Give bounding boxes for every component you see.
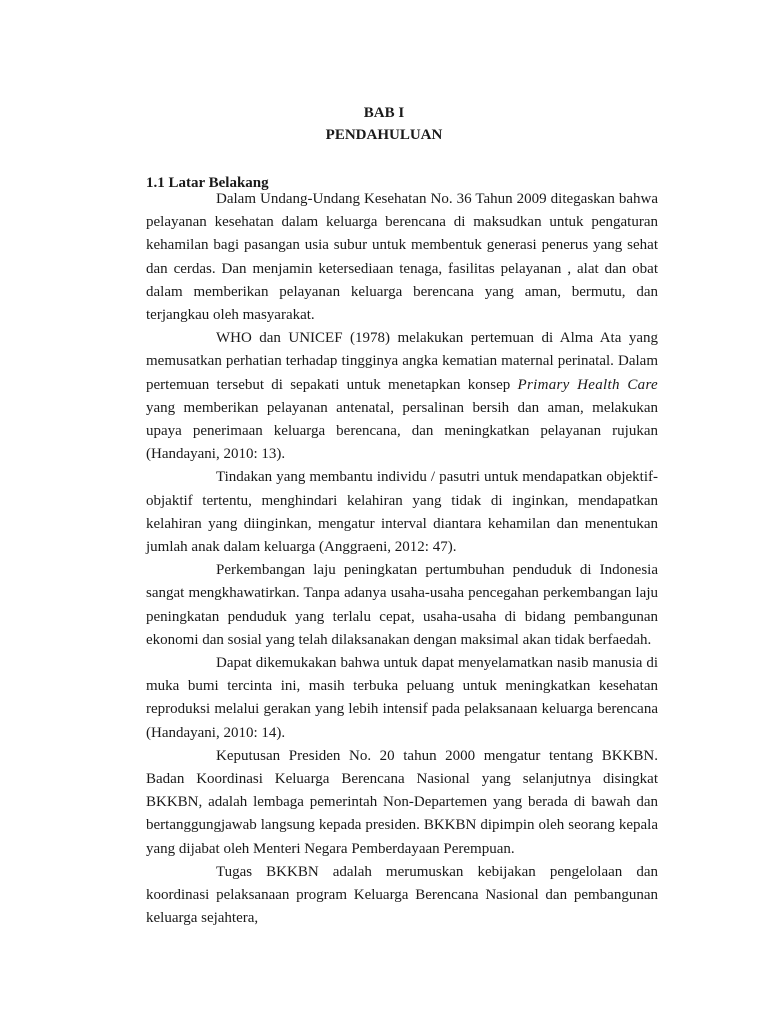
chapter-title: PENDAHULUAN xyxy=(325,127,443,143)
paragraph-keputusan-presiden: Keputusan Presiden No. 20 tahun 2000 mengatur tentang BKKBN. Badan Koordinasi Keluarga Berencana Nasional yang selanjutnya disingkat BKKBN, adalah lembaga pemerintah Non-Departemen yang berada di bawah dan bertanggungjawab langsung kepada presiden. BKKBN dipimpin oleh seorang kepala yang dijabat oleh Menteri Negara Pemberdayaan Perempuan. xyxy=(146,747,658,857)
body-text xyxy=(146,188,658,931)
paragraph-tindakan: Tindakan yang membantu individu / pasutri untuk mendapatkan objektif-objaktif tertentu, menghindari kelahiran yang tidak di inginkan, mendapatkan kelahiran yang diinginkan, mengatur interval diantara kehamilan dan menentukan jumlah anak dalam keluarga (Anggraeni, 2012: 47). xyxy=(146,469,658,556)
paragraph-who-unicef xyxy=(146,327,658,466)
paragraph-uu-kesehatan: Dalam Undang-Undang Kesehatan No. 36 Tahun 2009 ditegaskan bahwa pelayanan kesehatan dalam keluarga berencana di maksudkan untuk pengaturan kehamilan bagi pasangan usia subur untuk membentuk generasi penerus yang sehat dan cerdas. Dan menjamin ketersediaan tenaga, fasilitas pelayanan , alat dan obat dalam memberikan pelayanan keluarga berencana yang aman, bermutu, dan terjangkau oleh masyarakat. xyxy=(146,191,658,324)
primary-health-care-term: Primary Health Care xyxy=(517,376,658,393)
who-text-before: WHO dan UNICEF (1978) melakukan pertemuan di Alma Ata yang memusatkan perhatian terhadap tingginya angka kematian maternal perinatal. Dalam pertemuan tersebut di sepakati untuk menetapkan konsep xyxy=(146,330,658,393)
paragraph-perkembangan: Perkembangan laju peningkatan pertumbuhan penduduk di Indonesia sangat mengkhawatirkan. Tanpa adanya usaha-usaha pencegahan perkembangan laju peningkatan penduduk yang terlalu cepat, usaha-usaha di bidang pembangunan ekonomi dan sosial yang telah dilaksanakan dengan maksimal akan tidak berfaedah. xyxy=(146,562,658,648)
paragraph-tugas-bkkbn: Tugas BKKBN adalah merumuskan kebijakan pengelolaan dan koordinasi pelaksanaan program Keluarga Berencana Nasional dan pembangunan keluarga sejahtera, xyxy=(146,863,658,927)
section-heading: 1.1 Latar Belakang xyxy=(146,175,269,191)
who-text-after: yang memberikan pelayanan antenatal, persalinan bersih dan aman, melakukan upaya penerimaan keluarga berencana, dan meningkatkan pelayanan rujukan (Handayani, 2010: 13). xyxy=(146,399,658,463)
chapter-number: BAB I xyxy=(363,105,405,121)
paragraph-dapat-dikemukakan: Dapat dikemukakan bahwa untuk dapat menyelamatkan nasib manusia di muka bumi tercinta ini, masih terbuka peluang untuk meningkatkan kesehatan reproduksi melalui gerakan yang lebih intensif pada pelaksanaan keluarga berencana (Handayani, 2010: 14). xyxy=(146,655,658,741)
